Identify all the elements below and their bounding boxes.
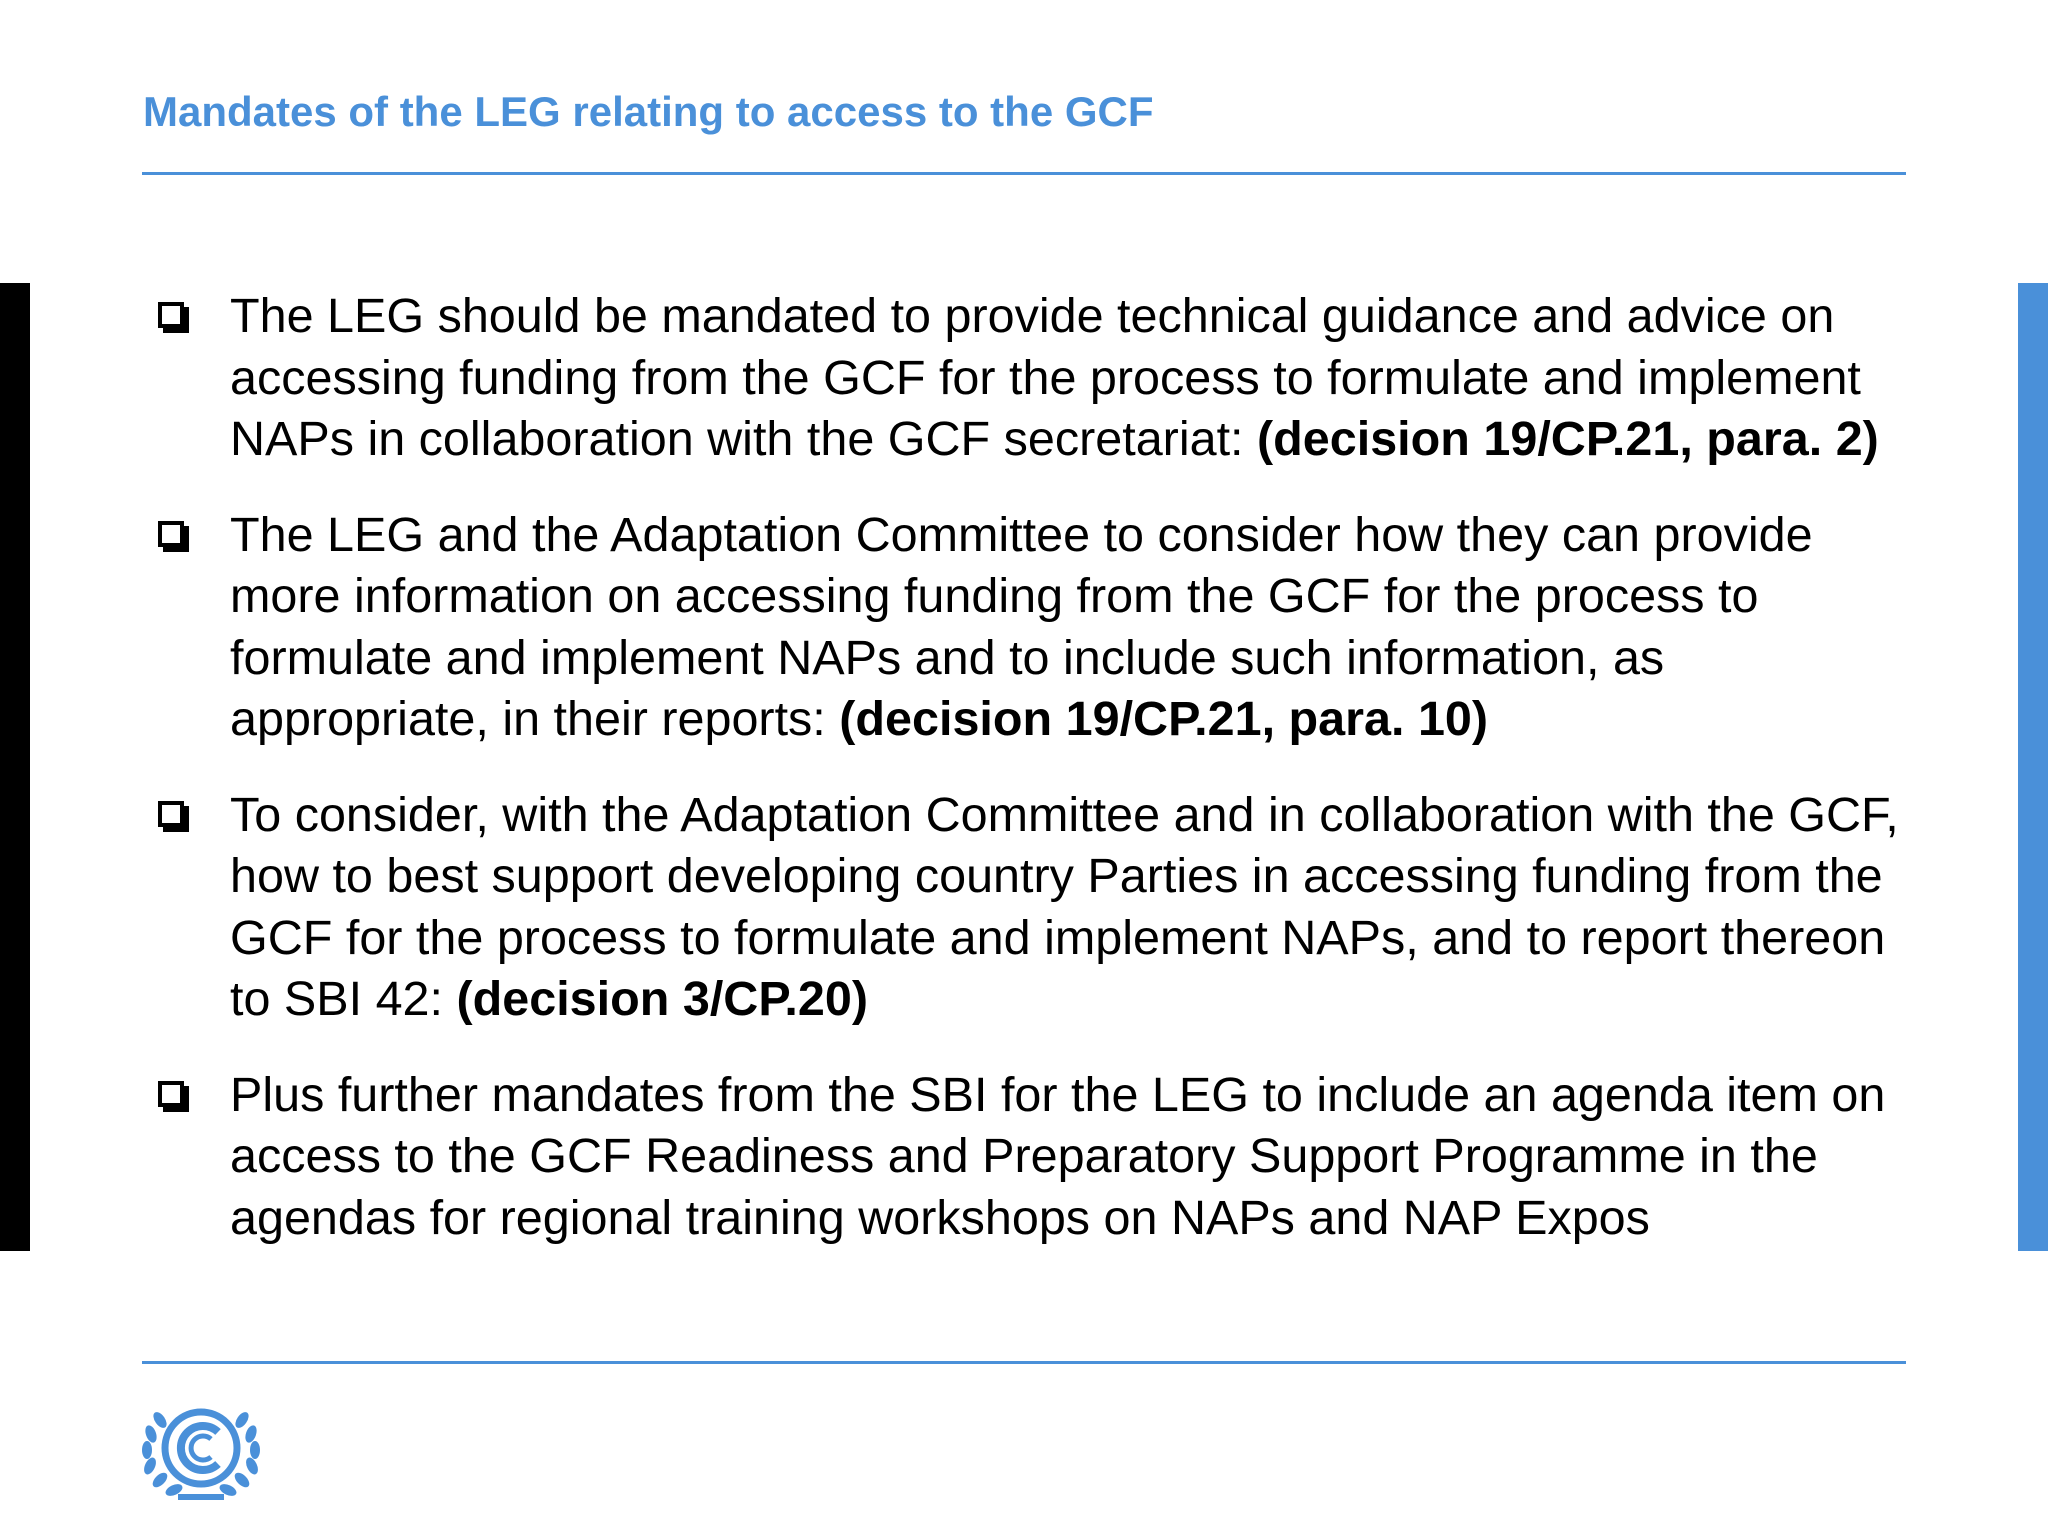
checkbox-icon [158,521,184,547]
right-edge-bar [2018,283,2048,1251]
left-edge-bar [0,283,30,1251]
footer-divider [142,1361,1906,1364]
decision-reference: (decision 19/CP.21, para. 2) [1257,412,1879,466]
slide-title: Mandates of the LEG relating to access to the GCF [143,88,1154,135]
bullet-text: To consider, with the Adaptation Committee and in collaboration with the GCF, how to best support developing country Parties in accessing funding from the GCF for the process to formulate and implement NAPs, and to report thereon to SBI 42: [230,787,1899,1026]
checkbox-icon [158,801,184,827]
bullet-text: The LEG and the Adaptation Committee to consider how they can provide more information on accessing funding from the GCF for the process to formulate and implement NAPs and to include such information, as appropriate, in their reports: [230,507,1813,746]
bullet-text: The LEG should be mandated to provide technical guidance and advice on accessing funding from the GCF for the process to formulate and implement NAPs in collaboration with the GCF secretariat: [230,289,1861,466]
bullet-item [150,1065,1910,1250]
bullet-text: Plus further mandates from the SBI for the LEG to include an agenda item on access to the GCF Readiness and Preparatory Support Programme in the agendas for regional training workshops on NAPs and NAP Expos [230,1067,1886,1245]
bullet-item [150,505,1910,751]
title-divider [142,172,1906,175]
decision-reference: (decision 19/CP.21, para. 10) [839,692,1489,746]
unfccc-logo [136,1398,266,1504]
decision-reference: (decision 3/CP.20) [456,972,868,1026]
checkbox-icon [158,1081,184,1107]
checkbox-icon [158,302,184,328]
bullet-list [150,286,1910,1283]
bullet-item [150,785,1910,1031]
bullet-item [150,286,1910,471]
